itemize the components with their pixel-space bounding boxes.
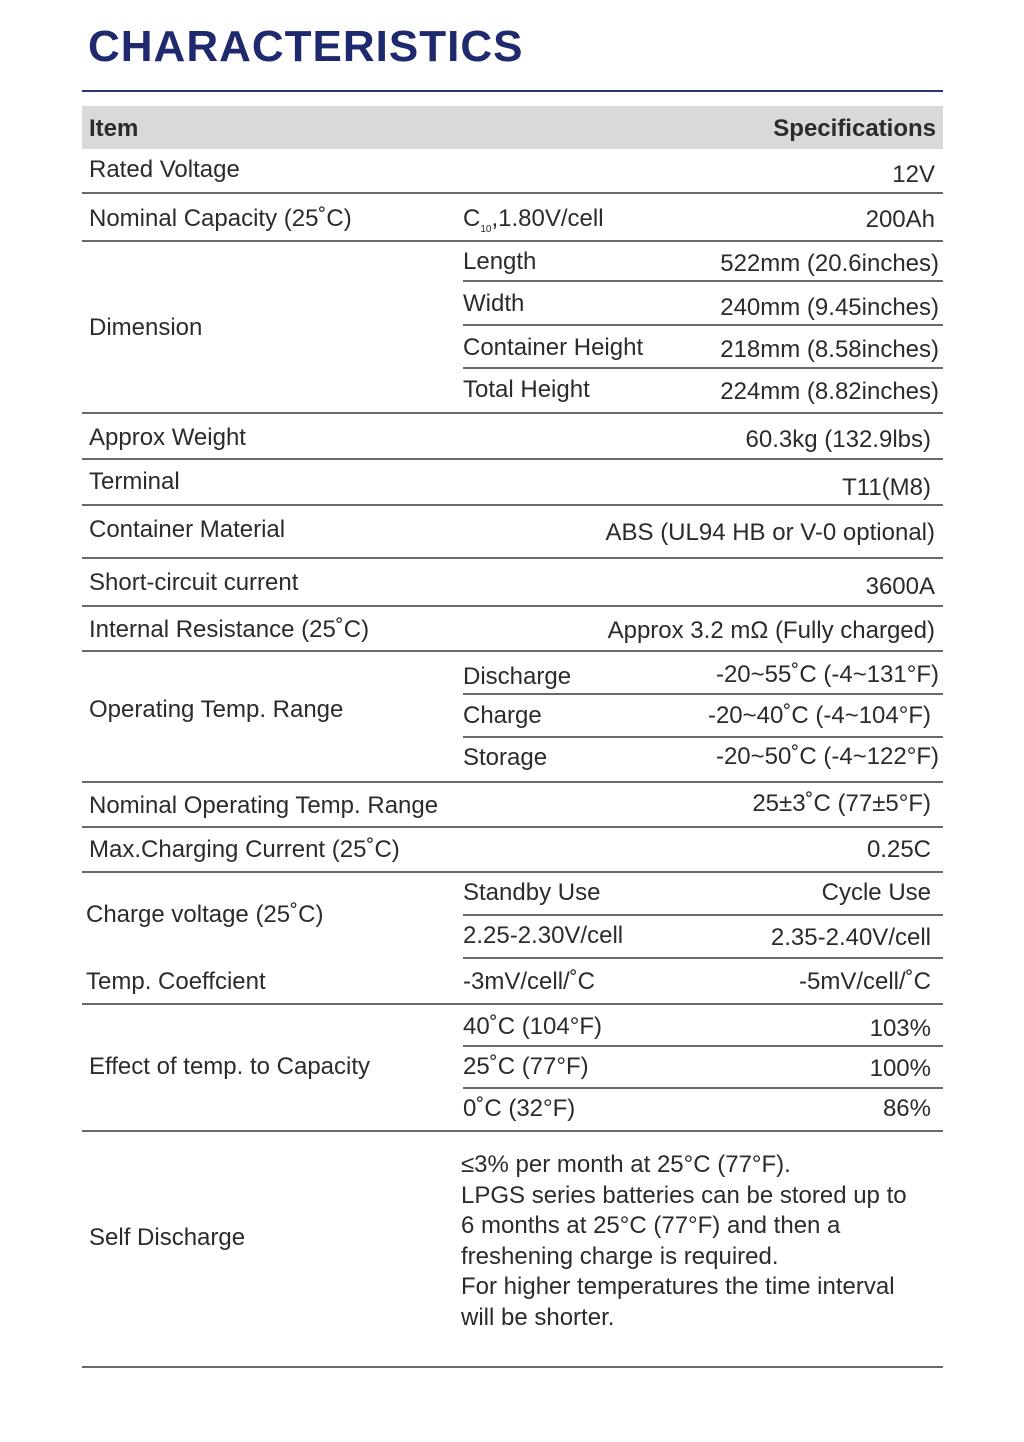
nominal-capacity-label: Nominal Capacity (25˚C)	[89, 205, 352, 232]
temp-25c-label: 25˚C (77°F)	[463, 1053, 589, 1080]
discharge-label: Discharge	[463, 663, 572, 690]
row-max-charging-current	[82, 828, 943, 873]
dimension-row-container-height	[463, 326, 943, 369]
total-height-label: Total Height	[463, 376, 590, 403]
nominal-operating-temp-value: 25±3˚C (77±5°F)	[752, 790, 931, 817]
header-item: Item	[89, 115, 139, 142]
width-label: Width	[463, 290, 525, 317]
internal-resistance-label: Internal Resistance (25˚C)	[89, 616, 370, 643]
dimension-row-width	[463, 282, 943, 326]
self-discharge-description	[461, 1150, 941, 1333]
length-label: Length	[463, 248, 537, 275]
dimension-row-total-height	[463, 369, 943, 412]
standby-temp-coefficient: -3mV/cell/˚C	[463, 968, 596, 995]
container-height-value: 218mm (8.58inches)	[720, 336, 939, 363]
short-circuit-value: 3600A	[865, 573, 935, 600]
operating-temp-subtable	[463, 652, 943, 781]
dimension-subtable	[463, 242, 943, 412]
self-discharge-line: ≤3% per month at 25°C (77°F).	[461, 1151, 791, 1178]
condition-rest: ,1.80V/cell	[491, 205, 604, 232]
effect-row-40c	[463, 1005, 943, 1047]
row-self-discharge	[82, 1132, 943, 1368]
temp-0c-label: 0˚C (32°F)	[463, 1095, 576, 1122]
self-discharge-line: For higher temperatures the time interval	[461, 1273, 895, 1300]
row-dimension	[82, 242, 943, 414]
cycle-temp-coefficient: -5mV/cell/˚C	[798, 968, 931, 995]
table-header	[82, 106, 943, 149]
operating-temp-row-storage	[463, 738, 943, 781]
specifications-table	[82, 106, 943, 1368]
cycle-use-label: Cycle Use	[821, 879, 931, 906]
discharge-value: -20~55˚C (-4~131°F)	[715, 661, 939, 688]
nominal-operating-temp-label: Nominal Operating Temp. Range	[89, 792, 439, 819]
charge-voltage-header-row	[463, 873, 943, 916]
charge-voltage-label: Charge voltage (25˚C)	[86, 901, 324, 928]
approx-weight-label: Approx Weight	[89, 424, 246, 451]
row-container-material	[82, 506, 943, 559]
container-height-label: Container Height	[463, 334, 644, 361]
container-material-value: ABS (UL94 HB or V-0 optional)	[605, 519, 935, 546]
effect-of-temp-subtable	[463, 1005, 943, 1130]
temp-25c-value: 100%	[869, 1055, 931, 1082]
standby-use-label: Standby Use	[463, 879, 601, 906]
charge-value: -20~40˚C (-4~104°F)	[707, 702, 931, 729]
effect-row-0c	[463, 1089, 943, 1130]
row-short-circuit-current	[82, 559, 943, 607]
operating-temp-row-charge	[463, 695, 943, 738]
rated-voltage-value: 12V	[892, 161, 935, 188]
title-divider	[82, 90, 943, 92]
effect-row-25c	[463, 1047, 943, 1089]
length-value: 522mm (20.6inches)	[720, 250, 939, 277]
operating-temp-label: Operating Temp. Range	[89, 696, 344, 723]
header-specifications: Specifications	[773, 115, 936, 142]
container-material-label: Container Material	[89, 516, 286, 543]
row-effect-of-temp	[82, 1005, 943, 1132]
nominal-capacity-condition	[463, 205, 604, 235]
row-nominal-capacity	[82, 194, 943, 242]
self-discharge-line: will be shorter.	[461, 1303, 615, 1331]
condition-c: C	[463, 205, 481, 232]
cycle-voltage-value: 2.35-2.40V/cell	[770, 924, 931, 951]
row-operating-temp-range	[82, 652, 943, 783]
row-charge-voltage	[82, 873, 943, 1005]
approx-weight-value: 60.3kg (132.9lbs)	[745, 426, 931, 453]
self-discharge-line: freshening charge is required.	[461, 1242, 779, 1270]
storage-label: Storage	[463, 744, 548, 771]
width-value: 240mm (9.45inches)	[720, 294, 939, 321]
row-rated-voltage	[82, 149, 943, 194]
self-discharge-line: LPGS series batteries can be stored up to	[461, 1181, 907, 1209]
row-internal-resistance	[82, 607, 943, 652]
charge-voltage-value-row	[463, 916, 943, 959]
rated-voltage-label: Rated Voltage	[89, 156, 240, 183]
total-height-value: 224mm (8.82inches)	[720, 378, 939, 405]
row-approx-weight	[82, 414, 943, 460]
temp-coefficient-label: Temp. Coeffcient	[86, 968, 266, 995]
row-nominal-operating-temp	[82, 783, 943, 828]
short-circuit-label: Short-circuit current	[89, 569, 299, 596]
self-discharge-line: 6 months at 25°C (77°F) and then a	[461, 1212, 841, 1239]
temp-0c-value: 86%	[882, 1095, 931, 1122]
max-charging-current-label: Max.Charging Current (25˚C)	[89, 836, 400, 863]
storage-value: -20~50˚C (-4~122°F)	[715, 743, 939, 770]
charge-voltage-subtable	[463, 873, 943, 1003]
nominal-capacity-value: 200Ah	[865, 206, 935, 233]
temp-40c-value: 103%	[869, 1015, 931, 1042]
dimension-label: Dimension	[89, 314, 203, 341]
condition-subscript: 10	[480, 223, 492, 235]
terminal-value: T11(M8)	[842, 474, 931, 501]
max-charging-current-value: 0.25C	[866, 836, 931, 863]
dimension-row-length	[463, 242, 943, 282]
charge-label: Charge	[463, 702, 542, 729]
page-title: CHARACTERISTICS	[88, 22, 524, 71]
self-discharge-label: Self Discharge	[89, 1224, 246, 1251]
effect-of-temp-label: Effect of temp. to Capacity	[89, 1053, 371, 1080]
internal-resistance-value: Approx 3.2 mΩ (Fully charged)	[607, 617, 935, 644]
temp-40c-label: 40˚C (104°F)	[463, 1013, 602, 1040]
operating-temp-row-discharge	[463, 652, 943, 695]
temp-coefficient-row	[463, 959, 943, 1003]
standby-voltage-value: 2.25-2.30V/cell	[463, 922, 624, 949]
row-terminal	[82, 460, 943, 506]
terminal-label: Terminal	[89, 468, 180, 495]
